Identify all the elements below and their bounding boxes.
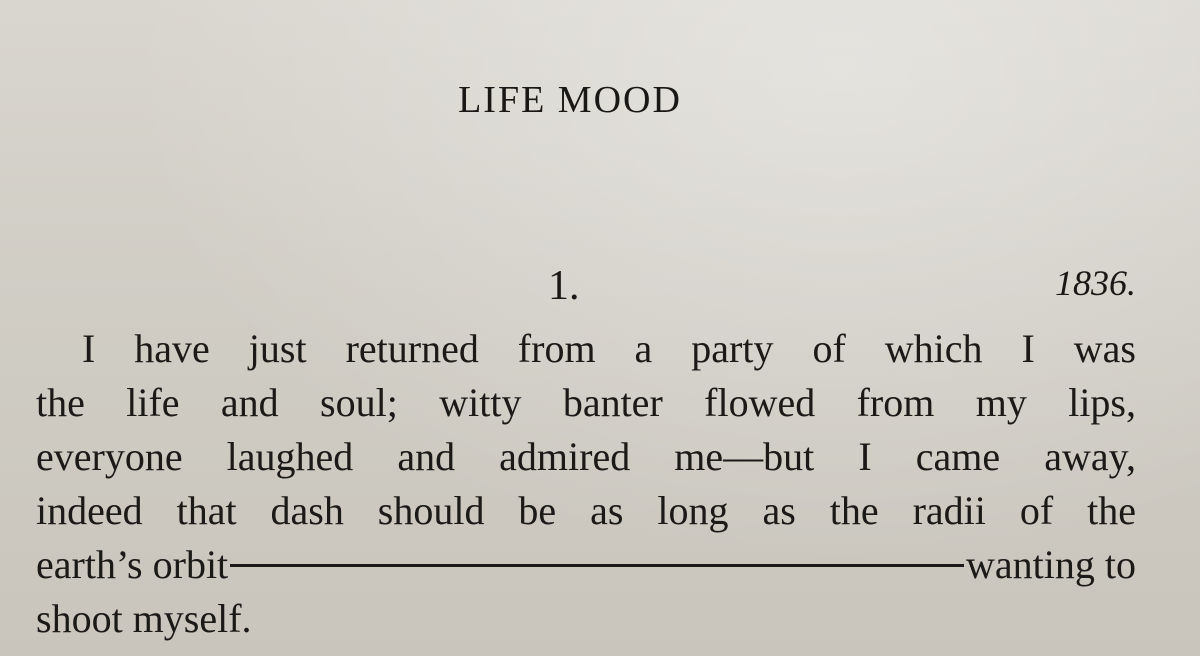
entry-header [0,262,1200,312]
entry-number: 1. [548,263,580,309]
paragraph-line-3: everyone laughed and admired me—but I came away, [36,434,1136,479]
entry-date: 1836. [1055,263,1136,303]
paragraph-line-1: I have just returned from a party of which I was [82,326,1136,371]
paragraph-line-4: indeed that dash should be as long as the radii of the [36,488,1136,533]
paragraph-line-6: shoot myself. [36,596,252,641]
dash-line-start: earth’s orbit [36,542,229,587]
entry-paragraph [36,322,1136,646]
paragraph-line-2: the life and soul; witty banter flowed from my lips, [36,380,1136,425]
dash-line-end: wanting to [966,542,1136,587]
long-dash [230,564,964,567]
paragraph-line-5 [36,538,1136,592]
page-title: LIFE MOOD [458,79,682,121]
